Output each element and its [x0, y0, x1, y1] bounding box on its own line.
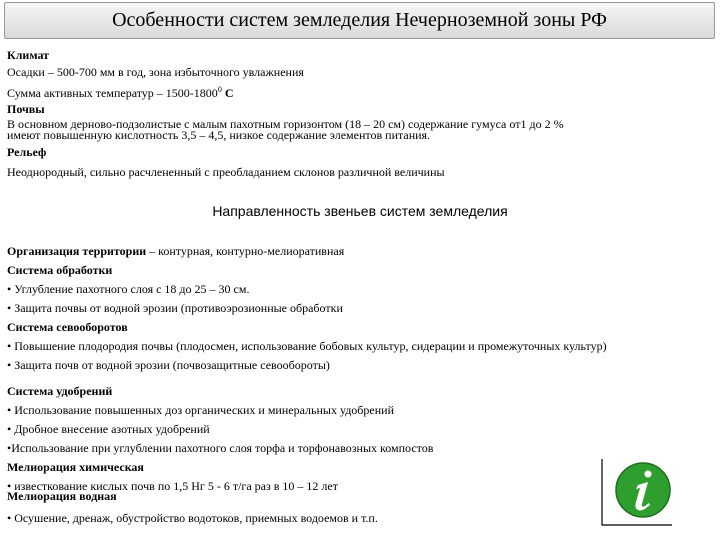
- tillage-item-1: • Углубление пахотного слоя с 18 до 25 – 30 см.: [7, 282, 250, 296]
- section-subtitle: Направленность звеньев систем земледелия: [212, 203, 508, 219]
- degree-sup: 0: [217, 85, 222, 94]
- territory-heading: Организация территории: [7, 244, 147, 258]
- fertilizer-heading: Система удобрений: [7, 384, 113, 398]
- temperature-sum-unit: С: [221, 86, 234, 100]
- soils-text-line1: В основном дерново-подзолистые с малым пахотным горизонтом (18 – 20 см) содержание гумуса от1 до 2 %: [7, 117, 564, 131]
- soils-heading: Почвы: [7, 102, 45, 116]
- relief-text: Неоднородный, сильно расчлененный с преобладанием склонов различной величины: [7, 165, 445, 179]
- slide-title-bar: [4, 2, 715, 39]
- rotation-item-2: • Защита почв от водной эрозии (почвозащитные севообороты): [7, 358, 330, 372]
- fertilizer-item-3: •Использование при углублении пахотного слоя торфа и торфонавозных компостов: [7, 441, 434, 455]
- territory-organization: [7, 242, 713, 261]
- info-icon-graphic: [598, 455, 676, 529]
- water-melioration-item: • Осушение, дренаж, обустройство водотоков, приемных водоемов и т.п.: [7, 511, 378, 525]
- climate-heading: Климат: [7, 48, 50, 62]
- soils-text-line2: имеют повышенную кислотность 3,5 – 4,5, низкое содержание элементов питания.: [7, 128, 431, 142]
- temperature-sum-text: [7, 81, 713, 99]
- rotation-item-1: • Повышение плодородия почвы (плодосмен, использование бобовых культур, сидерации и промежуточных культур): [7, 339, 607, 353]
- rotation-heading: Система севооборотов: [7, 320, 128, 334]
- relief-heading: Рельеф: [7, 145, 47, 159]
- info-icon: [598, 455, 676, 529]
- territory-text: – контурная, контурно-мелиоративная: [146, 244, 345, 258]
- tillage-heading: Система обработки: [7, 263, 113, 277]
- water-melioration-heading: Мелиорация водная: [7, 489, 117, 503]
- fertilizer-item-2: • Дробное внесение азотных удобрений: [7, 422, 210, 436]
- tillage-item-2: • Защита почвы от водной эрозии (противоэрозионные обработки: [7, 301, 343, 315]
- chemical-melioration-item: • известкование кислых почв по 1,5 Нг 5 - 6 т/га раз в 10 – 12 лет: [7, 479, 338, 493]
- fertilizer-item-1: • Использование повышенных доз органических и минеральных удобрений: [7, 403, 394, 417]
- precipitation-text: Осадки – 500-700 мм в год, зона избыточного увлажнения: [7, 65, 304, 79]
- slide-title: Особенности систем земледелия Нечерноземной зоны РФ: [112, 9, 607, 31]
- zone-features-section: [7, 47, 713, 181]
- chemical-melioration-heading: Мелиорация химическая: [7, 460, 144, 474]
- temperature-sum-prefix: Сумма активных температур – 1500-1800: [7, 86, 218, 100]
